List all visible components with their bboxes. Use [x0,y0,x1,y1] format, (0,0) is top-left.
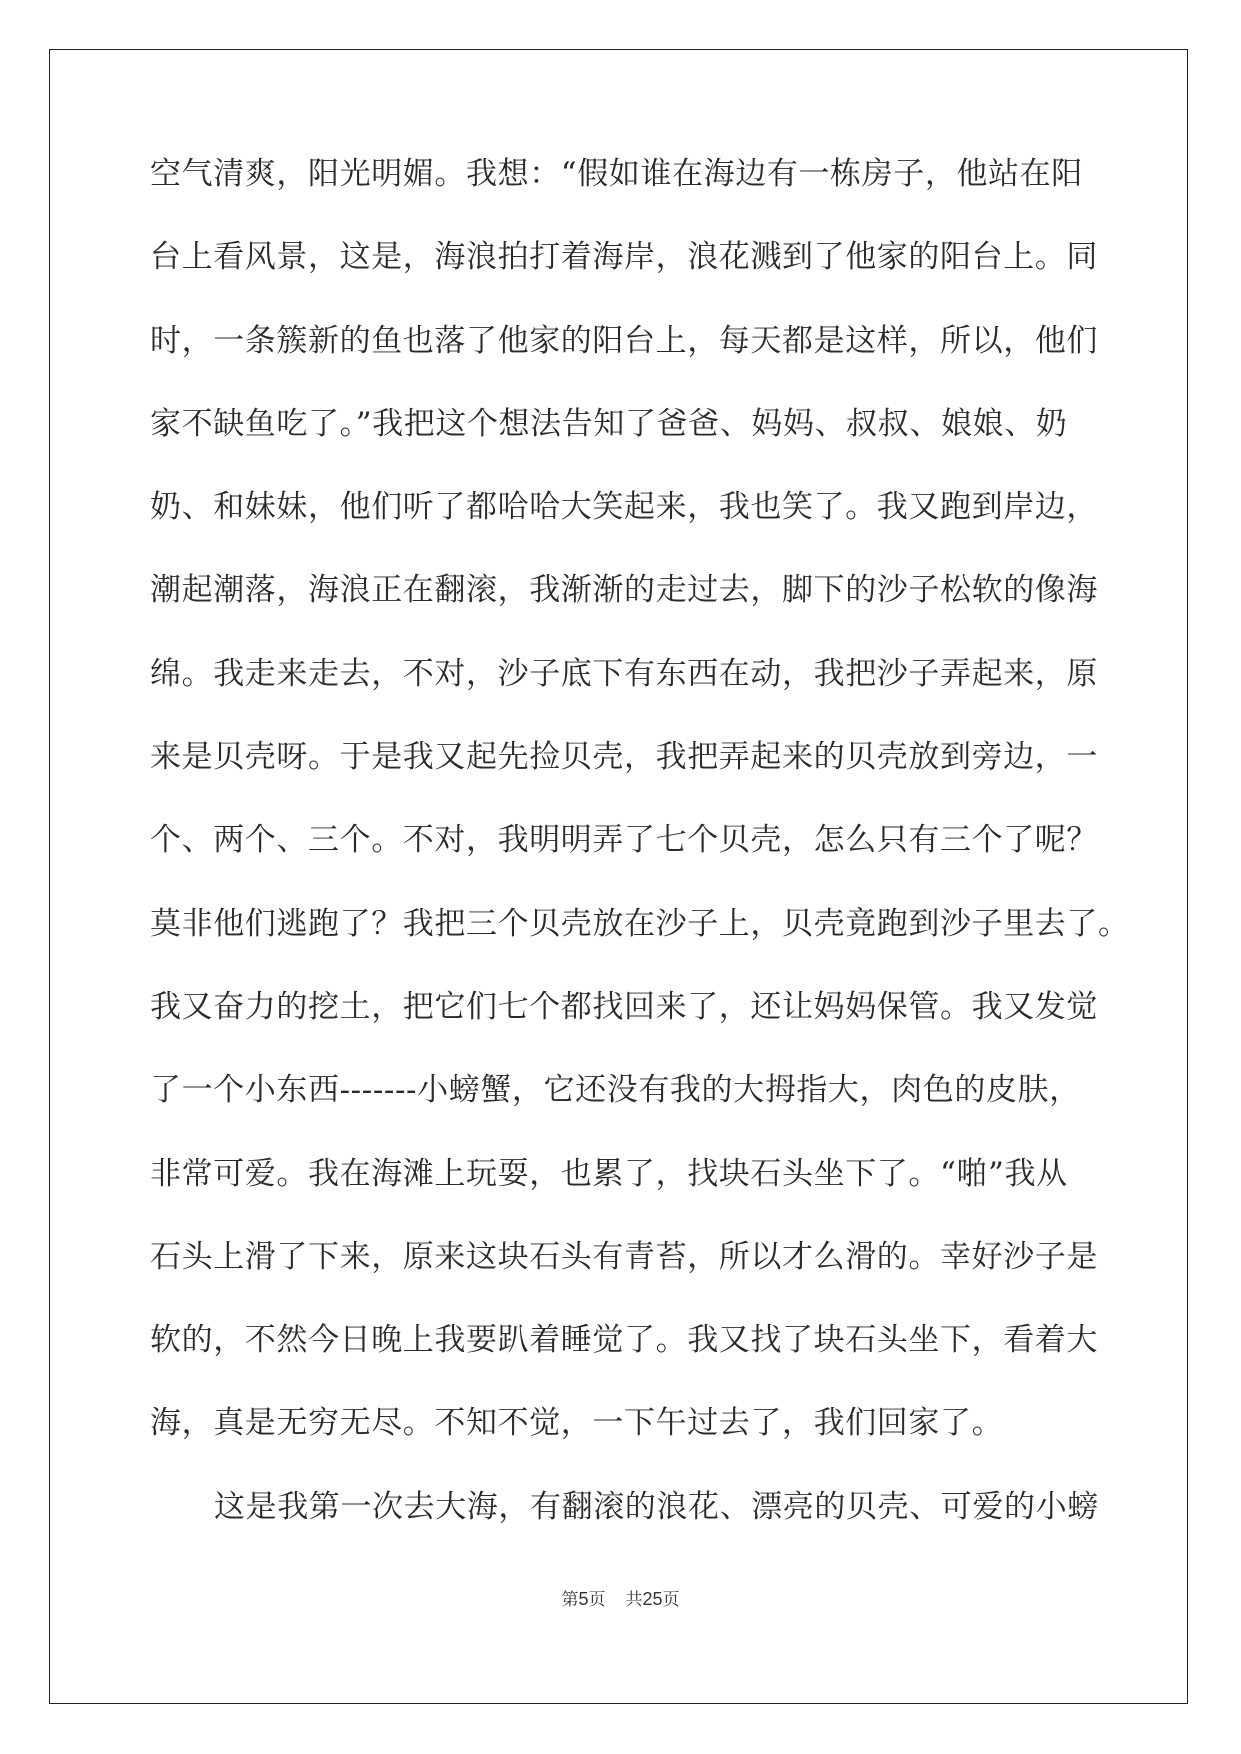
body-line: 奶、和妹妹，他们听了都哈哈大笑起来，我也笑了。我又跑到岸边， [150,489,1098,526]
body-line: 非常可爱。我在海滩上玩耍，也累了，找块石头坐下了。“啪”我从 [150,1155,1068,1192]
body-line: 来是贝壳呀。于是我又起先捡贝壳，我把弄起来的贝壳放到旁边，一 [150,739,1098,776]
body-line: 潮起潮落，海浪正在翻滚，我渐渐的走过去，脚下的沙子松软的像海 [150,572,1098,609]
body-line: 台上看风景，这是，海浪拍打着海岸，浪花溅到了他家的阳台上。同 [150,239,1098,276]
body-line: 绵。我走来走去，不对，沙子底下有东西在动，我把沙子弄起来，原 [150,655,1098,692]
body-line: 个、两个、三个。不对，我明明弄了七个贝壳，怎么只有三个了呢？ [150,822,1098,859]
body-line: 我又奋力的挖土，把它们七个都找回来了，还让妈妈保管。我又发觉 [150,988,1098,1025]
body-line: 时，一条簇新的鱼也落了他家的阳台上，每天都是这样，所以，他们 [150,322,1098,359]
page-suffix: 页 [588,1590,606,1610]
total-prefix: 共 [625,1590,643,1610]
current-page-number: 5 [578,1589,589,1609]
body-line: 家不缺鱼吃了。”我把这个想法告知了爸爸、妈妈、叔叔、娘娘、奶 [150,405,1068,442]
body-line: 海，真是无穷无尽。不知不觉，一下午过去了，我们回家了。 [150,1405,1004,1442]
total-suffix: 页 [662,1590,680,1610]
document-body [150,152,1130,1568]
paragraph-start-line: 这是我第一次去大海，有翻滚的浪花、漂亮的贝壳、可爱的小螃 [214,1488,1099,1525]
body-line: 了一个小东西-------小螃蟹，它还没有我的大拇指大，肉色的皮肤， [150,1072,1081,1109]
body-line: 石头上滑了下来，原来这块石头有青苔，所以才么滑的。幸好沙子是 [150,1238,1098,1275]
total-page-count: 25 [642,1589,663,1609]
body-line: 软的，不然今日晚上我要趴着睡觉了。我又找了块石头坐下，看着大 [150,1322,1098,1359]
body-line: 空气清爽，阳光明媚。我想：“假如谁在海边有一栋房子，他站在阳 [150,156,1083,192]
body-line: 莫非他们逃跑了？我把三个贝壳放在沙子上，贝壳竟跑到沙子里去了。 [150,905,1130,942]
page-prefix: 第 [561,1590,579,1610]
page-number-footer [0,1585,1241,1610]
